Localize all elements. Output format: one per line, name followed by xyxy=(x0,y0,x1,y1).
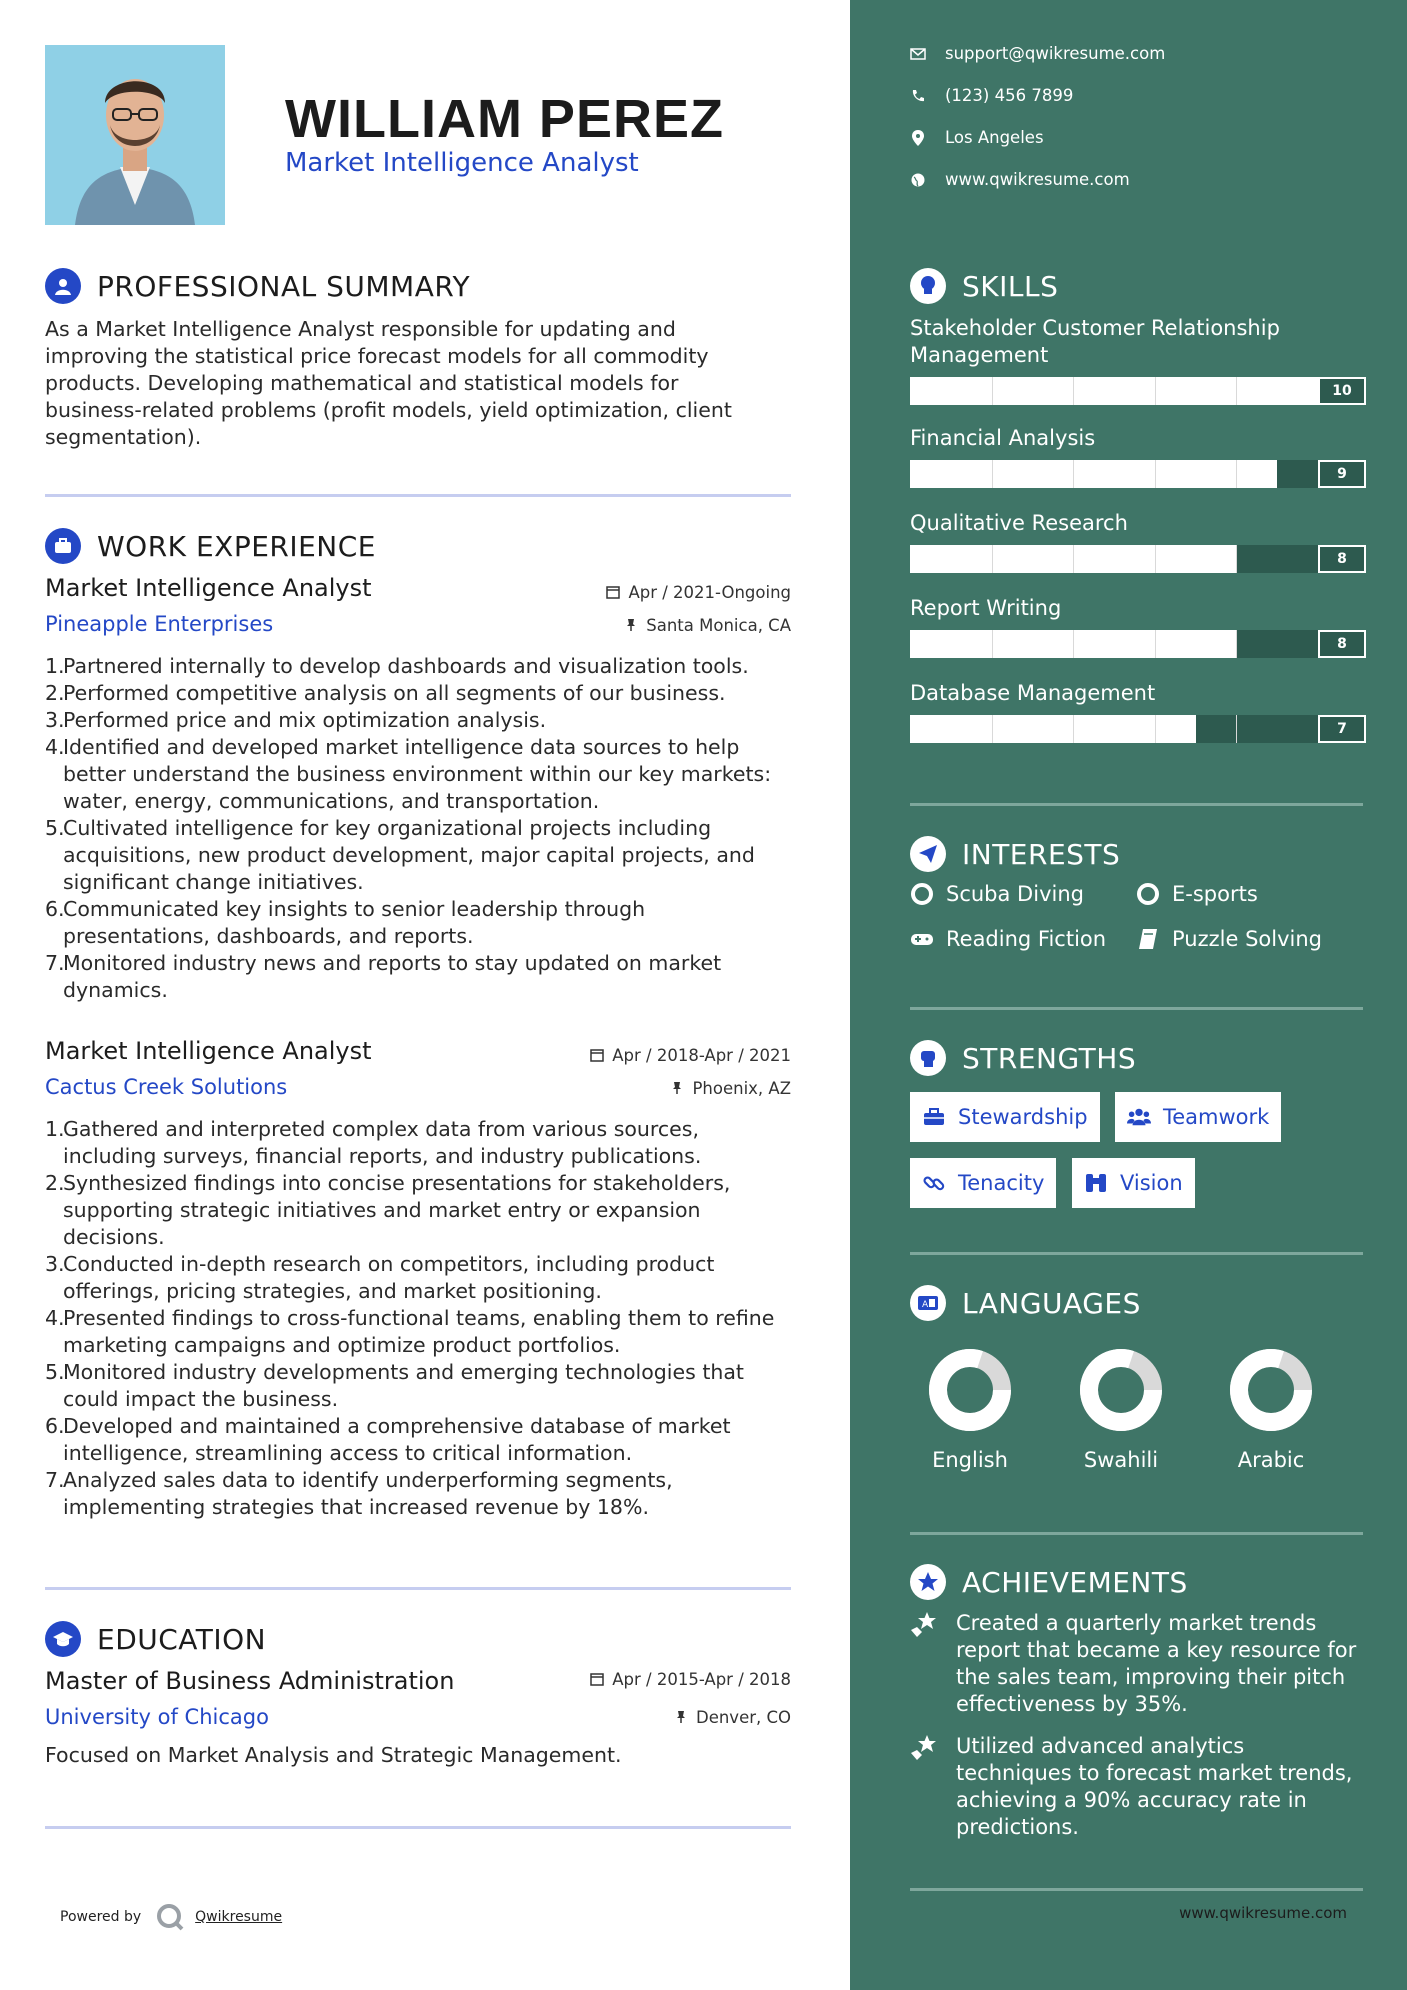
list-line: Monitored industry news and reports to stay updated on market xyxy=(63,951,722,975)
skill-bar-segment xyxy=(1236,460,1237,488)
job-title: Market Intelligence Analyst xyxy=(45,1037,372,1065)
language-proficiency-donut xyxy=(1229,1348,1313,1432)
skill-bar-segment xyxy=(1236,545,1237,573)
list-text xyxy=(63,896,645,950)
briefcase-icon xyxy=(922,1105,946,1129)
skill-bar-segment xyxy=(992,630,993,658)
work-heading xyxy=(45,528,376,564)
skill-name-line: Database Management xyxy=(910,681,1156,705)
job-location-text: Santa Monica, CA xyxy=(646,616,791,635)
job-date-text: Apr / 2021-Ongoing xyxy=(628,583,791,602)
list-item xyxy=(45,1251,805,1305)
skill-bar-segment xyxy=(1155,630,1156,658)
section-divider xyxy=(45,1587,791,1590)
section-divider xyxy=(910,1007,1363,1010)
achievements-title: ACHIEVEMENTS xyxy=(962,1565,1188,1599)
achievement-line: Created a quarterly market trends xyxy=(956,1611,1317,1635)
education-title: EDUCATION xyxy=(97,1622,267,1656)
list-item xyxy=(45,1116,805,1170)
skill-level-bar xyxy=(910,460,1318,488)
skill-bar-segment xyxy=(1155,545,1156,573)
achievement-item xyxy=(910,1610,1370,1718)
list-text xyxy=(63,1305,774,1359)
skill-level-bar xyxy=(910,630,1318,658)
skill-name-line: Stakeholder Customer Relationship xyxy=(910,316,1280,340)
summary-text xyxy=(45,316,800,451)
language-label: English xyxy=(932,1448,1008,1472)
skill-level-bar xyxy=(910,545,1318,573)
list-number: 7. xyxy=(45,1468,65,1492)
strength-label: Stewardship xyxy=(958,1105,1088,1129)
gamepad-icon xyxy=(910,927,934,951)
list-text xyxy=(63,815,755,896)
qwikresume-logo-icon xyxy=(155,1902,185,1932)
list-number: 1. xyxy=(45,654,65,678)
skill-bar-segment xyxy=(1236,630,1237,658)
job-date xyxy=(0,1046,791,1065)
skill-level-badge: 7 xyxy=(1318,715,1366,743)
list-item xyxy=(45,896,805,950)
language-label: Arabic xyxy=(1237,1448,1305,1472)
skill-level-badge: 8 xyxy=(1318,630,1366,658)
list-item xyxy=(45,1467,805,1521)
strengths-heading xyxy=(910,1040,1136,1076)
user-icon xyxy=(45,268,81,304)
skill-name-line: Qualitative Research xyxy=(910,511,1128,535)
globe-icon xyxy=(910,172,926,188)
interest-label: Reading Fiction xyxy=(946,927,1107,951)
list-line: Cultivated intelligence for key organizational projects including xyxy=(63,816,712,840)
list-number: 6. xyxy=(45,1414,65,1438)
binoculars-icon xyxy=(1084,1171,1108,1195)
skills-heading xyxy=(910,268,1058,304)
list-text: Performed competitive analysis on all segments of our business. xyxy=(63,681,726,705)
graduation-cap-icon xyxy=(45,1621,81,1657)
paper-plane-icon xyxy=(910,836,946,872)
list-line: Monitored industry developments and emerging technologies that xyxy=(63,1360,744,1384)
svg-text:A: A xyxy=(922,1300,929,1310)
list-item xyxy=(45,815,805,896)
skill-name xyxy=(910,680,1330,707)
person-portrait-icon xyxy=(45,45,225,225)
list-item xyxy=(45,707,805,734)
summary-line: improving the statistical price forecast models for all commodity xyxy=(45,344,709,368)
skill-level-badge: 10 xyxy=(1318,377,1366,405)
strength-chip xyxy=(1072,1158,1195,1208)
list-number: 4. xyxy=(45,735,65,759)
skill-name-line: Management xyxy=(910,343,1049,367)
pin-icon xyxy=(624,618,638,632)
list-line: implementing strategies that increased revenue by 18%. xyxy=(63,1495,649,1519)
skill-bar-segment xyxy=(1155,460,1156,488)
list-item xyxy=(45,1413,805,1467)
interest-item xyxy=(910,927,1106,951)
qwikresume-link[interactable]: Qwikresume xyxy=(195,1909,283,1925)
list-line: supporting strategic initiatives and market entry or expansion xyxy=(63,1198,701,1222)
job-location xyxy=(0,616,791,635)
list-number: 2. xyxy=(45,681,65,705)
job-date-text: Apr / 2018-Apr / 2021 xyxy=(612,1046,791,1065)
powered-by-label: Powered by xyxy=(60,1909,142,1925)
skill-name xyxy=(910,510,1330,537)
summary-line: products. Developing mathematical and statistical models for xyxy=(45,371,679,395)
list-item xyxy=(45,1305,805,1359)
list-line: better understand the business environment within our key markets: xyxy=(63,762,772,786)
skill-level-fill xyxy=(910,460,1277,488)
achievement-text xyxy=(956,1733,1352,1841)
list-number: 3. xyxy=(45,708,65,732)
pin-icon xyxy=(670,1081,684,1095)
envelope-icon xyxy=(910,46,926,62)
star-hand-icon xyxy=(910,1610,940,1640)
list-number: 2. xyxy=(45,1171,65,1195)
achievement-line: report that became a key resource for xyxy=(956,1638,1357,1662)
section-divider xyxy=(910,803,1363,806)
candidate-name: WILLIAM PEREZ xyxy=(285,89,724,149)
skill-name xyxy=(910,425,1330,452)
sidebar xyxy=(850,0,1407,1990)
footer-website[interactable]: www.qwikresume.com xyxy=(1179,1904,1347,1922)
skill-level-fill xyxy=(910,377,1318,405)
list-text: Performed price and mix optimization analysis. xyxy=(63,708,547,732)
education-location-text: Denver, CO xyxy=(695,1708,791,1727)
phone-icon xyxy=(910,88,926,104)
list-number: 5. xyxy=(45,816,65,840)
skill-level-badge: 8 xyxy=(1318,545,1366,573)
list-text xyxy=(63,1413,731,1467)
work-title: WORK EXPERIENCE xyxy=(97,529,376,563)
section-divider xyxy=(910,1252,1363,1255)
map-pin-icon xyxy=(910,130,926,146)
section-divider xyxy=(910,1888,1363,1891)
achievements-heading xyxy=(910,1564,1188,1600)
interests-title: INTERESTS xyxy=(962,837,1121,871)
list-line: acquisitions, new product development, major capital projects, and xyxy=(63,843,755,867)
list-text xyxy=(63,734,771,815)
job-company: Pineapple Enterprises xyxy=(45,612,274,636)
location-text: Los Angeles xyxy=(945,128,1044,147)
briefcase-icon xyxy=(45,528,81,564)
list-line: Gathered and interpreted complex data from various sources, xyxy=(63,1117,699,1141)
language-label: Swahili xyxy=(1083,1448,1159,1472)
star-hand-icon xyxy=(910,1733,940,1763)
list-text xyxy=(63,950,721,1004)
profile-photo xyxy=(45,45,225,225)
education-heading xyxy=(45,1621,266,1657)
summary-heading xyxy=(45,268,470,304)
education-location xyxy=(0,1708,791,1727)
list-number: 1. xyxy=(45,1117,65,1141)
education-date xyxy=(0,1670,791,1689)
language-item xyxy=(910,1348,1030,1472)
list-line: presentations, dashboards, and reports. xyxy=(63,924,474,948)
job-duties xyxy=(45,1116,805,1521)
education-date-text: Apr / 2015-Apr / 2018 xyxy=(612,1670,791,1689)
interest-label: Scuba Diving xyxy=(946,882,1084,906)
list-text xyxy=(63,1251,714,1305)
summary-line: As a Market Intelligence Analyst responsible for updating and xyxy=(45,317,676,341)
achievement-line: techniques to forecast market trends, xyxy=(956,1761,1353,1785)
skill-bar-segment xyxy=(992,460,993,488)
skill-level-fill xyxy=(910,715,1196,743)
lightbulb-icon xyxy=(910,268,946,304)
contact-email[interactable] xyxy=(910,44,1165,63)
list-item xyxy=(45,1170,805,1251)
list-line: decisions. xyxy=(63,1225,165,1249)
job-company: Cactus Creek Solutions xyxy=(45,1075,288,1099)
summary-line: segmentation). xyxy=(45,425,202,449)
achievement-item xyxy=(910,1733,1370,1841)
language-item xyxy=(1211,1348,1331,1472)
interest-label: E-sports xyxy=(1172,882,1258,906)
list-line: water, energy, communications, and transportation. xyxy=(63,789,600,813)
skill-bar-segment xyxy=(1155,377,1156,405)
list-text xyxy=(63,1170,730,1251)
section-divider xyxy=(910,1532,1363,1535)
users-icon xyxy=(1127,1105,1151,1129)
skill-name xyxy=(910,315,1330,369)
job-location-text: Phoenix, AZ xyxy=(692,1079,791,1098)
language-item xyxy=(1061,1348,1181,1472)
job-title: Market Intelligence Analyst xyxy=(45,574,372,602)
achievement-line: Utilized advanced analytics xyxy=(956,1734,1245,1758)
calendar-icon xyxy=(590,1672,604,1686)
lifebuoy-icon xyxy=(910,882,934,906)
list-line: Identified and developed market intelligence data sources to help xyxy=(63,735,740,759)
list-text xyxy=(63,1467,673,1521)
strength-label: Vision xyxy=(1120,1171,1183,1195)
interest-label: Puzzle Solving xyxy=(1172,927,1322,951)
list-line: including surveys, financial reports, and industry publications. xyxy=(63,1144,702,1168)
skill-bar-segment xyxy=(1073,460,1074,488)
skills-title: SKILLS xyxy=(962,269,1059,303)
language-icon xyxy=(910,1285,946,1321)
achievement-text xyxy=(956,1610,1356,1718)
strength-chip xyxy=(910,1092,1100,1142)
star-badge-icon xyxy=(910,1564,946,1600)
job-location xyxy=(0,1079,791,1098)
achievement-line: predictions. xyxy=(956,1815,1079,1839)
strength-label: Teamwork xyxy=(1163,1105,1270,1129)
list-line: intelligence, streamlining access to critical information. xyxy=(63,1441,633,1465)
list-number: 3. xyxy=(45,1252,65,1276)
skill-bar-segment xyxy=(1073,630,1074,658)
website-text: www.qwikresume.com xyxy=(945,170,1130,189)
job-duties xyxy=(45,653,805,1004)
fist-icon xyxy=(910,1040,946,1076)
achievement-line: achieving a 90% accuracy rate in xyxy=(956,1788,1307,1812)
list-item xyxy=(45,680,805,707)
language-proficiency-donut xyxy=(1079,1348,1163,1432)
languages-title: LANGUAGES xyxy=(962,1286,1141,1320)
list-line: Conducted in-depth research on competitors, including product xyxy=(63,1252,715,1276)
skill-bar-segment xyxy=(1155,715,1156,743)
interest-item xyxy=(1136,927,1322,951)
skill-bar-segment xyxy=(1236,715,1237,743)
skill-bar-segment xyxy=(992,377,993,405)
list-line: dynamics. xyxy=(63,978,168,1002)
list-item xyxy=(45,950,805,1004)
section-divider xyxy=(45,494,791,497)
strength-label: Tenacity xyxy=(958,1171,1045,1195)
language-proficiency-donut xyxy=(928,1348,1012,1432)
list-line: marketing campaigns and optimize product portfolios. xyxy=(63,1333,621,1357)
skill-level-badge: 9 xyxy=(1318,460,1366,488)
section-divider xyxy=(45,1826,791,1829)
strength-chip xyxy=(1115,1092,1281,1142)
skill-bar-segment xyxy=(1073,377,1074,405)
link-icon xyxy=(922,1171,946,1195)
list-line: Analyzed sales data to identify underperforming segments, xyxy=(63,1468,673,1492)
list-line: could impact the business. xyxy=(63,1387,339,1411)
list-line: Communicated key insights to senior leadership through xyxy=(63,897,646,921)
list-line: Developed and maintained a comprehensive database of market xyxy=(63,1414,731,1438)
interest-item xyxy=(910,882,1084,906)
contact-phone[interactable] xyxy=(910,86,1073,105)
education-note: Focused on Market Analysis and Strategic Management. xyxy=(45,1743,622,1767)
interest-item xyxy=(1136,882,1258,906)
languages-heading xyxy=(910,1285,1141,1321)
list-text xyxy=(63,1359,744,1413)
strength-chip xyxy=(910,1158,1056,1208)
lifebuoy-icon xyxy=(1136,882,1160,906)
achievement-line: the sales team, improving their pitch xyxy=(956,1665,1346,1689)
phone-text: (123) 456 7899 xyxy=(945,86,1074,105)
list-line: significant change initiatives. xyxy=(63,870,364,894)
list-number: 6. xyxy=(45,897,65,921)
skill-name xyxy=(910,595,1330,622)
book-icon xyxy=(1136,927,1160,951)
summary-title: PROFESSIONAL SUMMARY xyxy=(97,269,471,303)
list-item xyxy=(45,1359,805,1413)
degree-title: Master of Business Administration xyxy=(45,1667,455,1695)
list-text xyxy=(63,1116,701,1170)
pin-icon xyxy=(674,1710,688,1724)
summary-line: business-related problems (profit models, yield optimization, client xyxy=(45,398,732,422)
list-number: 7. xyxy=(45,951,65,975)
calendar-icon xyxy=(606,585,620,599)
skill-bar-segment xyxy=(1073,545,1074,573)
powered-by xyxy=(60,1902,282,1932)
list-line: offerings, pricing strategies, and market positioning. xyxy=(63,1279,602,1303)
interests-heading xyxy=(910,836,1120,872)
list-line: Synthesized findings into concise presentations for stakeholders, xyxy=(63,1171,731,1195)
strengths-title: STRENGTHS xyxy=(962,1041,1137,1075)
school-name: University of Chicago xyxy=(45,1705,269,1729)
calendar-icon xyxy=(590,1048,604,1062)
contact-website[interactable] xyxy=(910,170,1130,189)
skill-bar-segment xyxy=(1073,715,1074,743)
skill-level-bar xyxy=(910,715,1318,743)
email-text: support@qwikresume.com xyxy=(945,44,1166,63)
list-item xyxy=(45,653,805,680)
list-number: 5. xyxy=(45,1360,65,1384)
list-item xyxy=(45,734,805,815)
skill-bar-segment xyxy=(992,715,993,743)
skill-name-line: Financial Analysis xyxy=(910,426,1096,450)
list-number: 4. xyxy=(45,1306,65,1330)
list-line: Presented findings to cross-functional teams, enabling them to refine xyxy=(63,1306,775,1330)
skill-bar-segment xyxy=(1236,377,1237,405)
achievement-line: effectiveness by 35%. xyxy=(956,1692,1188,1716)
job-date xyxy=(0,583,791,602)
contact-location xyxy=(910,128,1044,147)
candidate-title: Market Intelligence Analyst xyxy=(285,148,639,178)
list-text: Partnered internally to develop dashboards and visualization tools. xyxy=(63,654,749,678)
skill-bar-segment xyxy=(992,545,993,573)
skill-level-bar xyxy=(910,377,1318,405)
skill-name-line: Report Writing xyxy=(910,596,1062,620)
